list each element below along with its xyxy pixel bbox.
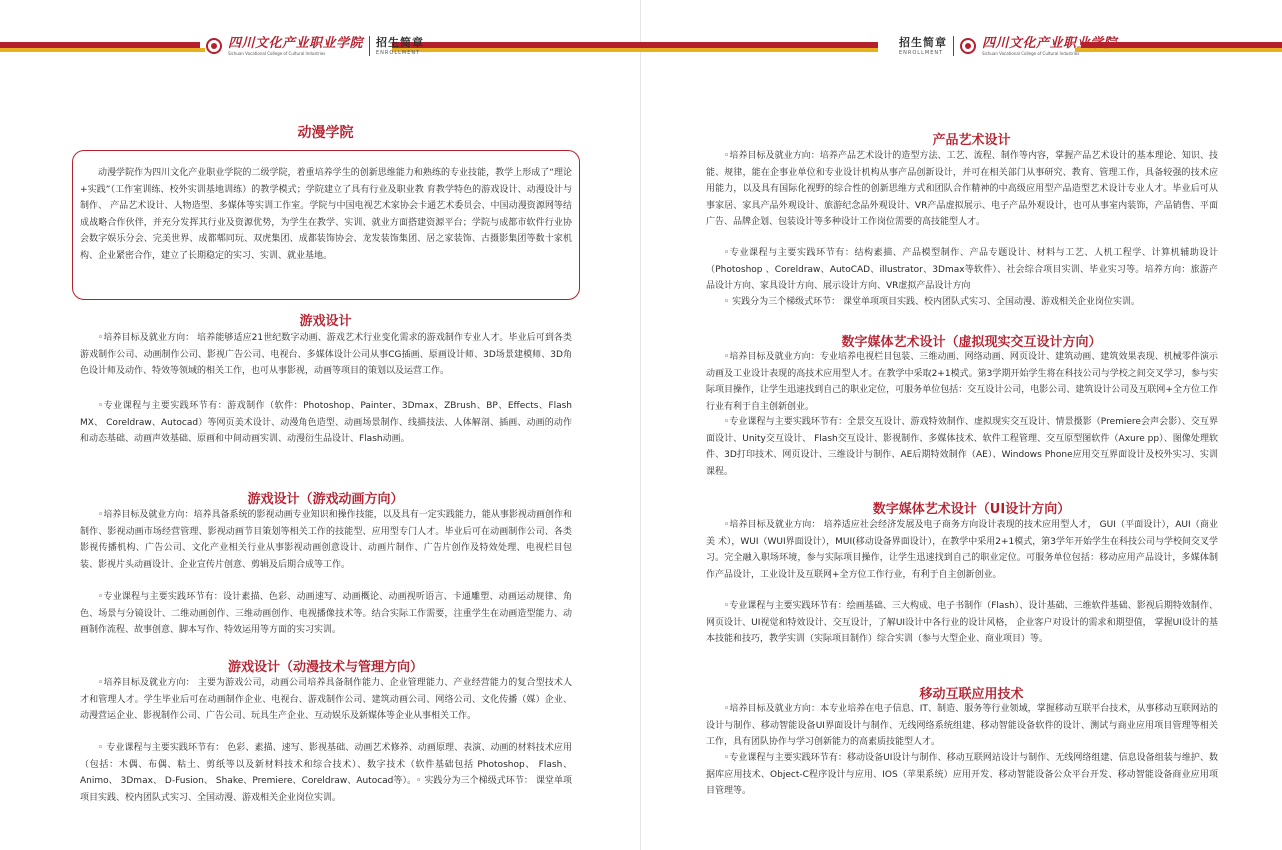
section-paragraph: ◦培养目标及就业方向：培养产品艺术设计的造型方法、工艺、流程、制作等内容，掌握产品艺术设计的基本理论、知识、技能、规律，能在企事业单位和专业设计机构从事产品创新设计，并可在相关部门从事研究、教育、管理工作，具备较强的技术应用能力，以及具有国际化视野的综合性的创新思维方式和团队合作精神的中高级应用型产品造型艺术设计专业人才。毕业后可从事家居、家具产品外观设计、旅游纪念品外观设计、VR产品虚拟展示、电子产品外观设计，也可从事室内装饰，产品销售、平面广告、品牌企划、包装设计等多种设计工作岗位需要的高技能型人才。 [706,151,1218,227]
section-paragraph: ◦专业课程与主要实践环节有：全景交互设计、游戏特效制作、虚拟现实交互设计、情景摄影（Premiere会声会影）、交互界面设计、Unity交互设计、 Flash交互设计、影视制作、多媒体技术、软件工程管理、交互原型图软件（Axure pp）、图像处理软件、3D打印技术、网页设计、三维设计与制作、AE后期特效制作（AE）、Windows Phone应用交互界面设计及校外实习、实训课程。 [706,417,1218,477]
section-paragraph: ◦ 实践分为三个梯级式环节： 课堂单项项目实践、校内团队式实习、全国动漫、游戏相关企业岗位实训。 [724,297,1141,307]
section-paragraph: ◦培养目标及就业方向： 培养适应社会经济发展及电子商务方向设计表现的技术应用型人才， GUI（平面设计），AUI（商业美 术），WUI（WUI界面设计），MUI(移动设备界面设计），在教学中采用2+1模式，第3学年开始学生在科技公司与学校间交叉学习。完全融入职场环境，参与实际项目操作，让学生迅速找到自己的职业定位。可服务单位包括：移动应用产品设计，多媒体制作产品设计，工业设计及互联网+全方位工作行业，有利于自主创新创业。 [706,520,1218,580]
school-name: 四川文化产业职业学院 [982,35,1118,51]
school-name-en: Sichuan Vocational College of Cultural Industries [982,50,1080,56]
enrollment-label-en: ENROLLMENT [376,49,421,56]
right-page [641,0,1282,850]
section-title: 移动互联应用技术 [919,687,1024,702]
section-paragraph: ◦ 专业课程与主要实践环节有： 色彩、素描、速写、影视基础、动画艺术修养、动画原理、表演、动画的材料技术应用（包括：木偶、布偶、粘土、剪纸等以及新材料技术和综合技术）、数字技术（软件基础包括 Photoshop、 Flash、 Animo、 3Dmax、 D-Fusion、 Shake、Premiere、Coreldraw、Autocad等）。◦ 实践分为三个梯级式环节： 课堂单项项目实践、校内团队式实习、全国动漫、游戏相关企业岗位实训。 [80,743,572,803]
enrollment-label-en: ENROLLMENT [899,49,944,56]
section-paragraph: ◦培养目标及就业方向：培养具备系统的影视动画专业知识和操作技能，以及具有一定实践能力，能从事影视动画创作和制作、影视动画市场经营管理、影视动画节目策划等相关工作的技能型、应用型专门人才。毕业后可在动画制作公司、各类影视传播机构、广告公司、文化产业相关行业从事影视动画创意设计、动画片制作、广告片创作及特效处理、电视栏目包装、影视片头动画设计、企业宣传片创意、剪辑及后期合成等工作。 [80,510,572,570]
header-logo-left [206,36,424,56]
enrollment-label: 招生简章 [376,35,425,49]
section-paragraph: ◦专业课程与主要实践环节有：移动设备UI设计与制作、移动互联网站设计与制作、无线网络组建、信息设备组装与维护、数据库应用技术、Object-C程序设计与应用、IOS（苹果系统）应用开发、移动智能设备公众平台开发、移动智能设备商业应用项目管理等。 [706,753,1218,796]
enrollment-label: 招生简章 [899,35,947,49]
header-logo-right [899,36,1117,56]
section-paragraph: ◦培养目标及就业方向： 培养能够适应21世纪数字动画、游戏艺术行业变化需求的游戏制作专业人才。毕业后可到各类游戏制作公司、动画制作公司、影视广告公司、电视台、多媒体设计公司从事CG插画、原画设计师、3D场景建模师、3D角色设计师及动作、特效等领域的相关工作，也可从事影视，动画等项目的策划以及运营工作。 [80,333,572,376]
section-title: 游戏设计（动漫技术与管理方向） [227,660,423,675]
header-divider [953,36,954,56]
section-paragraph: ◦培养目标及就业方向：专业培养电视栏目包装、三维动画、网络动画、网页设计、建筑动画、建筑效果表现、机械零件演示动画及工业设计表现的高技术应用型人才。在教学中采取2+1模式。第3学期开始学生将在科技公司与学校之间交叉学习，参与实际项目操作，让学生迅速找到自己的职业定位，可服务单位包括：交互设计公司，电影公司、建筑设计公司及互联网+全方位工作行业有利于自主创新创业。 [706,352,1218,412]
section-title: 产品艺术设计 [932,133,1011,148]
section-title: 数字媒体艺术设计（UI设计方向） [872,502,1071,517]
section-title: 游戏设计（游戏动画方向） [247,492,404,507]
school-seal-icon [960,38,976,54]
section-paragraph: ◦专业课程与主要实践环节有：设计素描、色彩、动画速写、动画概论、动画视听语言、卡通雕塑、动画运动规律、角色、场景与分镜设计、二维动画创作、三维动画创作、电视播像技术等。结合实际工作需要，注重学生在动画造型能力、动画制作流程、故事创意、脚本写作、特效运用等方面的实习实训。 [80,592,572,635]
college-title: 动漫学院 [297,125,354,141]
header-divider [369,36,370,56]
section-paragraph: ◦培养目标及就业方向：本专业培养在电子信息、IT、制造、服务等行业领域，掌握移动互联平台技术，从事移动互联网站的设计与制作、移动智能设备UI界面设计与制作、无线网络系统组建、移动智能设备软件的设计、测试与商业应用项目管理等相关工作，具有团队协作与学习创新能力的高素质技能型人才。 [706,704,1218,747]
school-name: 四川文化产业职业学院 [228,35,364,51]
section-paragraph: ◦专业课程与主要实践环节有：绘画基础、三大构成、电子书制作（Flash）、设计基础、三维软件基础、影视后期特效制作、 网页设计、UI视觉和特效设计、交互设计，了解UI设计中各行业的设计风格， 企业客户对设计的需求和期望值， 掌握UI设计的基本技能和技巧，教学实训（实际项目制作）综合实训（参与大型企业、商业项目）等。 [706,601,1218,644]
section-paragraph: ◦培养目标及就业方向： 主要为游戏公司，动画公司培养具备制作能力、企业管理能力、产业经营能力的复合型技术人才和管理人才。学生毕业后可在动画制作企业、电视台、游戏制作公司、建筑动画公司、网络公司、文化传播（媒）企业、动漫营运企业、影视制作公司、广告公司、玩具生产企业、互动娱乐及新媒体等企业从事相关工作。 [80,678,572,721]
school-name-en: Sichuan Vocational College of Cultural Industries [228,50,326,56]
section-title: 数字媒体艺术设计（虚拟现实交互设计方向） [841,335,1102,350]
section-title: 游戏设计 [299,314,352,329]
section-paragraph: ◦专业课程与主要实践环节有：结构素描、产品模型制作、产品专题设计、材料与工艺、人机工程学、计算机辅助设计（Photoshop 、Coreldraw、AutoCAD、illustrator、3Dmax等软件）、社会综合项目实训、毕业实习等。培养方向：旅游产品设计方向、家具设计方向、展示设计方向、VR虚拟产品设计方向 [706,248,1218,291]
college-intro: 动漫学院作为四川文化产业职业学院的二级学院，着重培养学生的创新思维能力和熟练的专业技能，教学上形成了“理论+实践”（工作室训练、校外实训基地训练）的教学模式；学院建立了具有行业及职业教 育教学特色的游戏设计、动漫设计与制作、 产品艺术设计、人物造型、多媒体等实训工作室。学院与中国电视艺术家协会卡通艺术委员会、中国动漫资源网等结成战略合作伙伴，并充分发挥其行业及资源优势，为学生在教学、实训、就业方面搭建资源平台；学院与成都市软件行业协会数字娱乐分会、完美世界、成都郫同玩、双虎集团、成都装饰协会、龙发装饰集团、居之家装饰、古摄影集团等数十家机构、企业紧密合作，建立了长期稳定的实习、实训、就业基地。 [80,168,572,261]
school-seal-icon [206,38,222,54]
section-paragraph: ◦专业课程与主要实践环节有：游戏制作（软件：Photoshop、Painter、3Dmax、ZBrush、BP、Effects、Flash MX、 Coreldraw、Autocad）等网页美术设计、动漫角色造型、动画场景制作、线描技法、人体解剖、插画、动画的动作和动态基础、动画声效基础、原画和中间动画实训、动漫衍生品设计、Flash动画。 [80,401,572,444]
